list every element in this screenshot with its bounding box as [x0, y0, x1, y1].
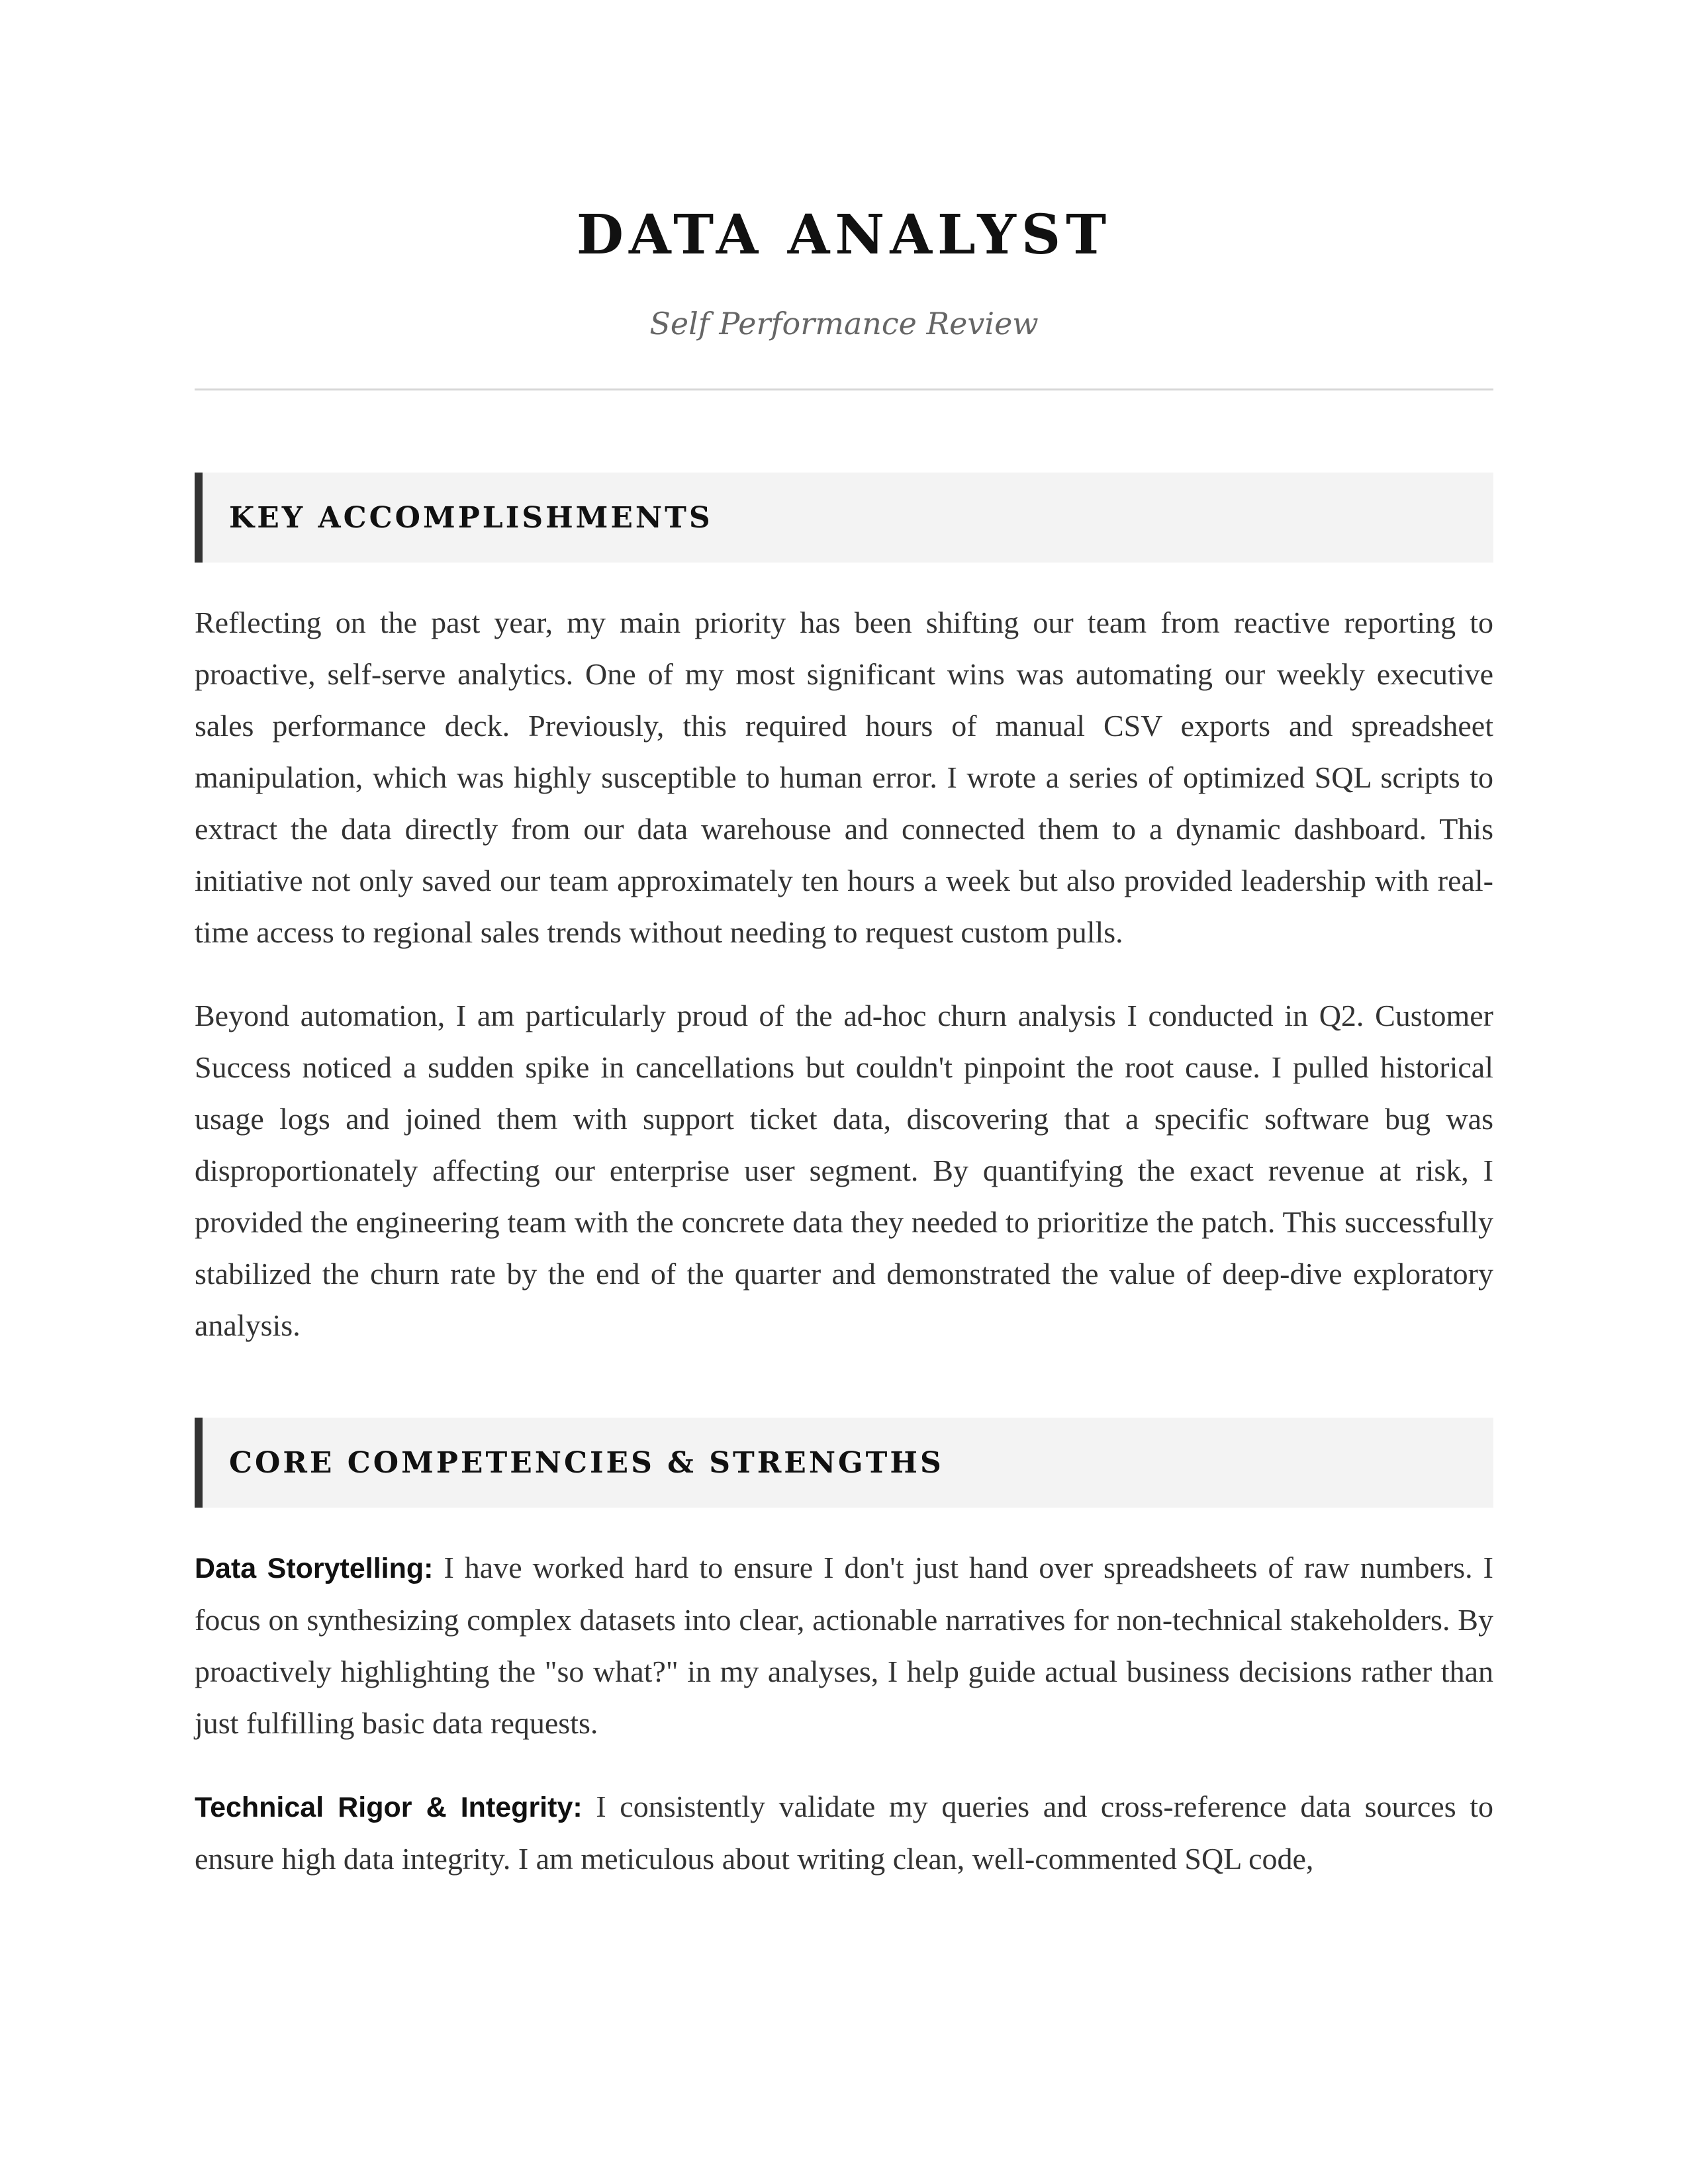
document-page — [195, 0, 1493, 1885]
section-heading: CORE COMPETENCIES & STRENGTHS — [229, 1445, 944, 1480]
section-header-core-competencies — [195, 1418, 1493, 1508]
title-divider — [195, 388, 1493, 390]
paragraph-automation: Reflecting on the past year, my main priority has been shifting our team from reactive reporting to proactive, self-serve analytics. One of my most significant wins was automating our weekly executive sales performance deck. Previously, this required hours of manual CSV exports and spreadsheet manipulation, which was highly susceptible to human error. I wrote a series of optimized SQL scripts to extract the data directly from our data warehouse and connected them to a dynamic dashboard. This initiative not only saved our team approximately ten hours a week but also provided leadership with real-time access to regional sales trends without needing to request custom pulls. — [195, 606, 1493, 950]
paragraph-lead-label: Technical Rigor & Integrity: — [195, 1792, 583, 1824]
paragraph-body: I consistently validate my queries and cross-reference data sources to ensure high data integrity. I am meticulous about writing clean, well-commented SQL code, — [195, 1790, 1494, 1876]
paragraph-technical-rigor — [195, 1781, 1493, 1885]
document-title: DATA ANALYST — [576, 203, 1112, 267]
paragraph-lead-label: Data Storytelling: — [195, 1553, 434, 1585]
paragraph-churn-analysis: Beyond automation, I am particularly proud of the ad-hoc churn analysis I conducted in Q2. Customer Success noticed a sudden spike in cancellations but couldn't pinpoint the root cause. I pulled historical usage logs and joined them with support ticket data, discovering that a specific software bug was disproportionately affecting our enterprise user segment. By quantifying the exact revenue at risk, I provided the engineering team with the concrete data they needed to prioritize the patch. This successfully stabilized the churn rate by the end of the quarter and demonstrated the value of deep-dive exploratory analysis. — [195, 999, 1493, 1343]
document-subtitle: Self Performance Review — [649, 306, 1039, 342]
paragraph-body: I have worked hard to ensure I don't just hand over spreadsheets of raw numbers. I focus on synthesizing complex datasets into clear, actionable narratives for non-technical stakeholders. By proactively highlighting the "so what?" in my analyses, I help guide actual business decisions rather than just fulfilling basic data requests. — [195, 1551, 1493, 1741]
section-heading: KEY ACCOMPLISHMENTS — [229, 500, 713, 535]
section-header-key-accomplishments — [195, 473, 1493, 563]
paragraph-data-storytelling — [195, 1542, 1493, 1749]
